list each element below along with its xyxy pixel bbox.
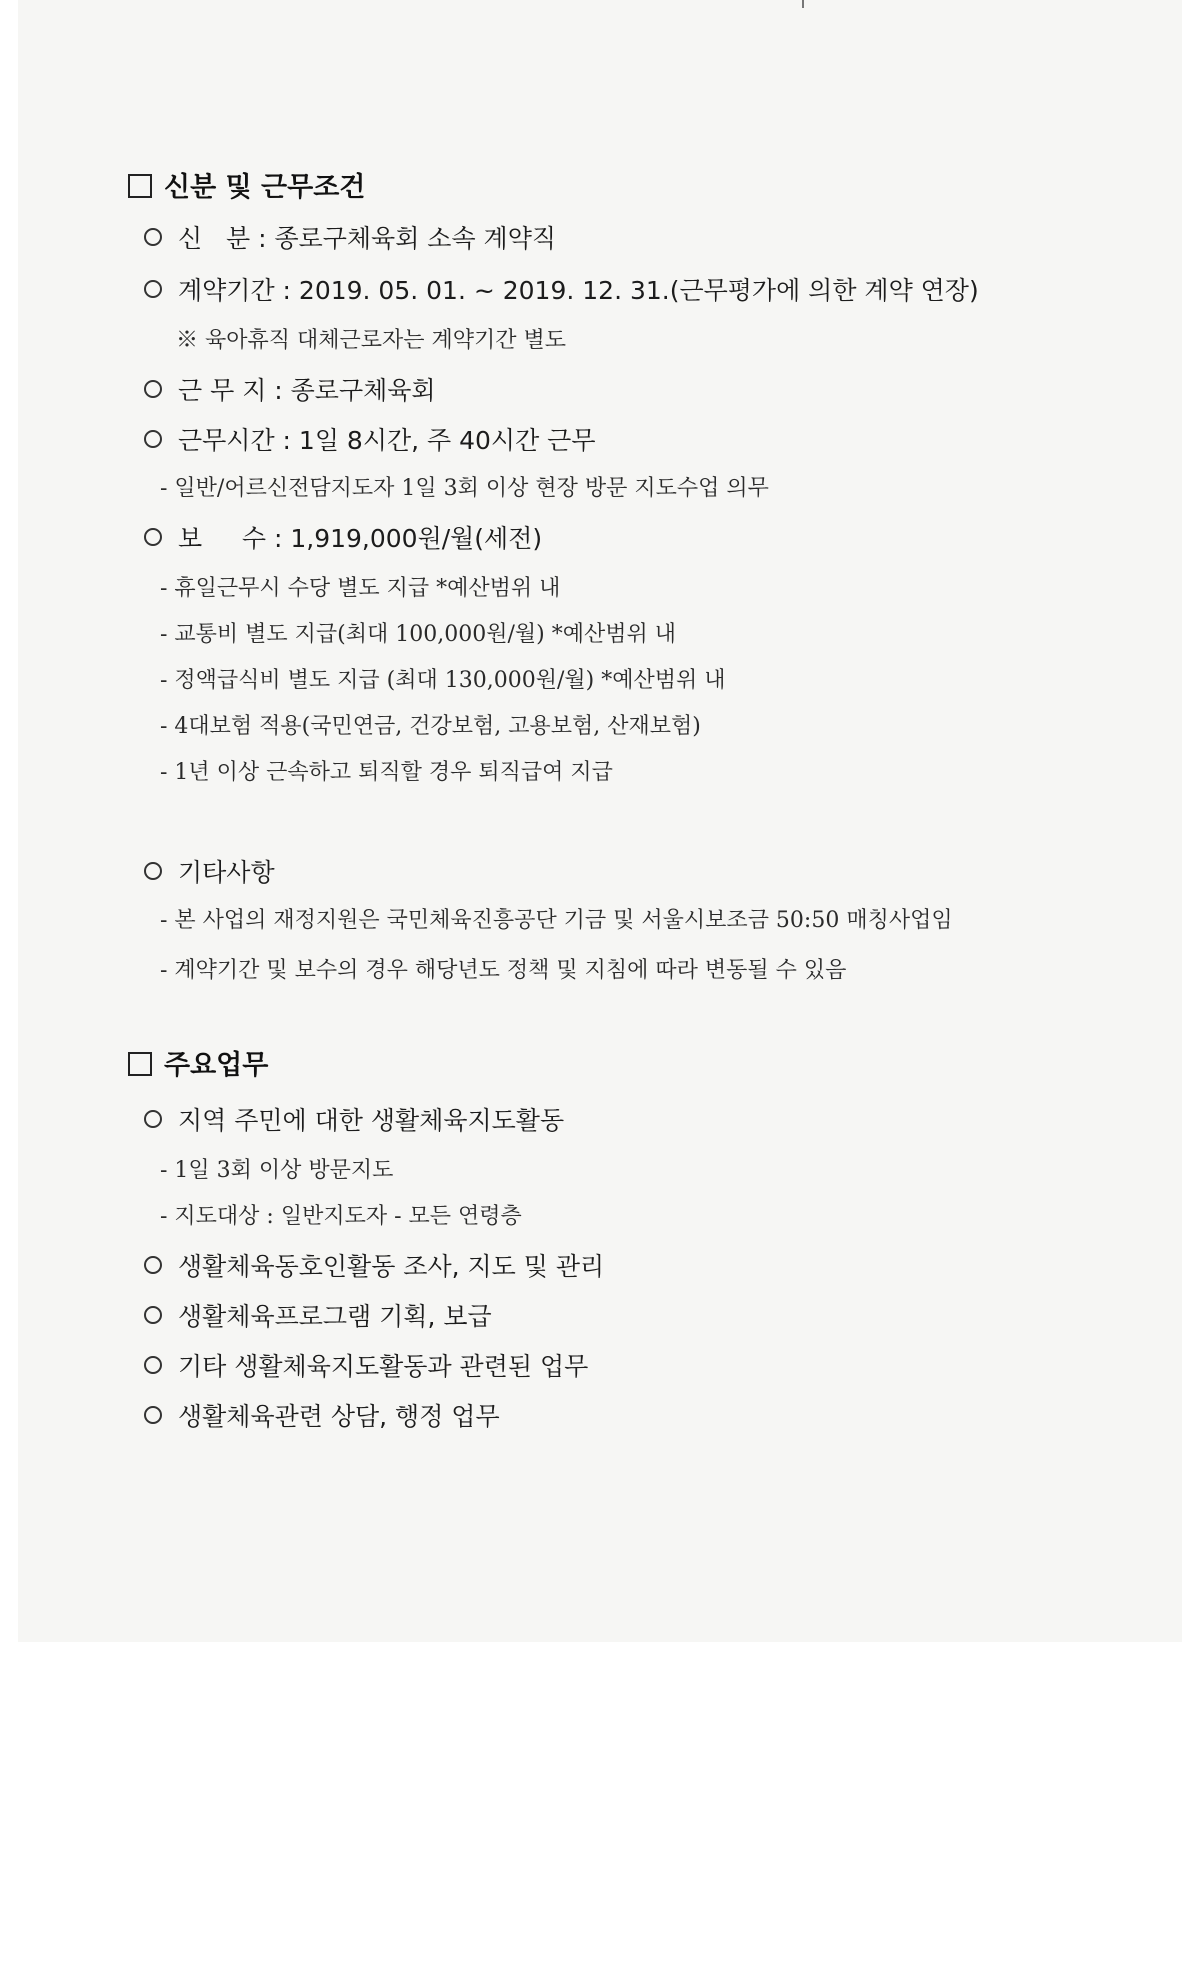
item-duty: [144, 1108, 564, 1133]
section-employment-conditions-heading: [128, 174, 365, 201]
circle-bullet-icon: [144, 1406, 162, 1424]
scan-mark: [802, 0, 804, 8]
note-pay: - 정액급식비 별도 지급 (최대 130,000원/월) *예산범위 내: [160, 668, 726, 693]
checkbox-square-icon: [128, 174, 152, 198]
checkbox-square-icon: [128, 1052, 152, 1076]
item-text: 생활체육프로그램 기획, 보급: [178, 1302, 492, 1331]
circle-bullet-icon: [144, 228, 162, 246]
note-pay: - 휴일근무시 수당 별도 지급 *예산범위 내: [160, 576, 561, 601]
circle-bullet-icon: [144, 430, 162, 448]
item-duty: [144, 1304, 492, 1329]
item-text: 신 분 : 종로구체육회 소속 계약직: [178, 224, 557, 253]
circle-bullet-icon: [144, 1110, 162, 1128]
note-duty: - 지도대상 : 일반지도자 - 모든 연령층: [160, 1204, 522, 1229]
item-text: 기타사항: [178, 858, 275, 887]
section-main-duties-heading: [128, 1052, 268, 1079]
item-pay: [144, 526, 542, 551]
item-work-hours: [144, 428, 595, 453]
circle-bullet-icon: [144, 862, 162, 880]
item-text: 생활체육동호인활동 조사, 지도 및 관리: [178, 1252, 605, 1281]
item-etc: [144, 860, 275, 885]
section-title: 신분 및 근무조건: [164, 172, 366, 203]
circle-bullet-icon: [144, 1356, 162, 1374]
item-duty: [144, 1404, 500, 1429]
item-text: 계약기간 : 2019. 05. 01. ~ 2019. 12. 31.(근무평가에 의한 계약 연장): [178, 276, 979, 305]
circle-bullet-icon: [144, 1306, 162, 1324]
item-status: [144, 226, 556, 251]
note-etc: - 본 사업의 재정지원은 국민체육진흥공단 기금 및 서울시보조금 50:50 매칭사업임: [160, 908, 953, 933]
circle-bullet-icon: [144, 1256, 162, 1274]
item-contract-period: [144, 278, 979, 303]
circle-bullet-icon: [144, 380, 162, 398]
item-duty: [144, 1254, 604, 1279]
note-pay: - 1년 이상 근속하고 퇴직할 경우 퇴직급여 지급: [160, 760, 613, 785]
note-work-hours: - 일반/어르신전담지도자 1일 3회 이상 현장 방문 지도수업 의무: [160, 476, 769, 501]
item-text: 지역 주민에 대한 생활체육지도활동: [178, 1106, 565, 1135]
item-text: 기타 생활체육지도활동과 관련된 업무: [178, 1352, 589, 1381]
circle-bullet-icon: [144, 280, 162, 298]
circle-bullet-icon: [144, 528, 162, 546]
note-duty: - 1일 3회 이상 방문지도: [160, 1158, 394, 1183]
item-text: 근무시간 : 1일 8시간, 주 40시간 근무: [178, 426, 596, 455]
item-text: 보 수 : 1,919,000원/월(세전): [178, 524, 543, 553]
item-duty: [144, 1354, 588, 1379]
item-text: 근 무 지 : 종로구체육회: [178, 376, 436, 405]
note-etc: - 계약기간 및 보수의 경우 해당년도 정책 및 지침에 따라 변동될 수 있음: [160, 958, 847, 983]
note-contract-period: ※ 육아휴직 대체근로자는 계약기간 별도: [176, 328, 567, 353]
section-title: 주요업무: [164, 1050, 269, 1081]
note-pay: - 교통비 별도 지급(최대 100,000원/월) *예산범위 내: [160, 622, 676, 647]
item-text: 생활체육관련 상담, 행정 업무: [178, 1402, 500, 1431]
item-workplace: [144, 378, 436, 403]
note-pay: - 4대보험 적용(국민연금, 건강보험, 고용보험, 산재보험): [160, 714, 701, 739]
